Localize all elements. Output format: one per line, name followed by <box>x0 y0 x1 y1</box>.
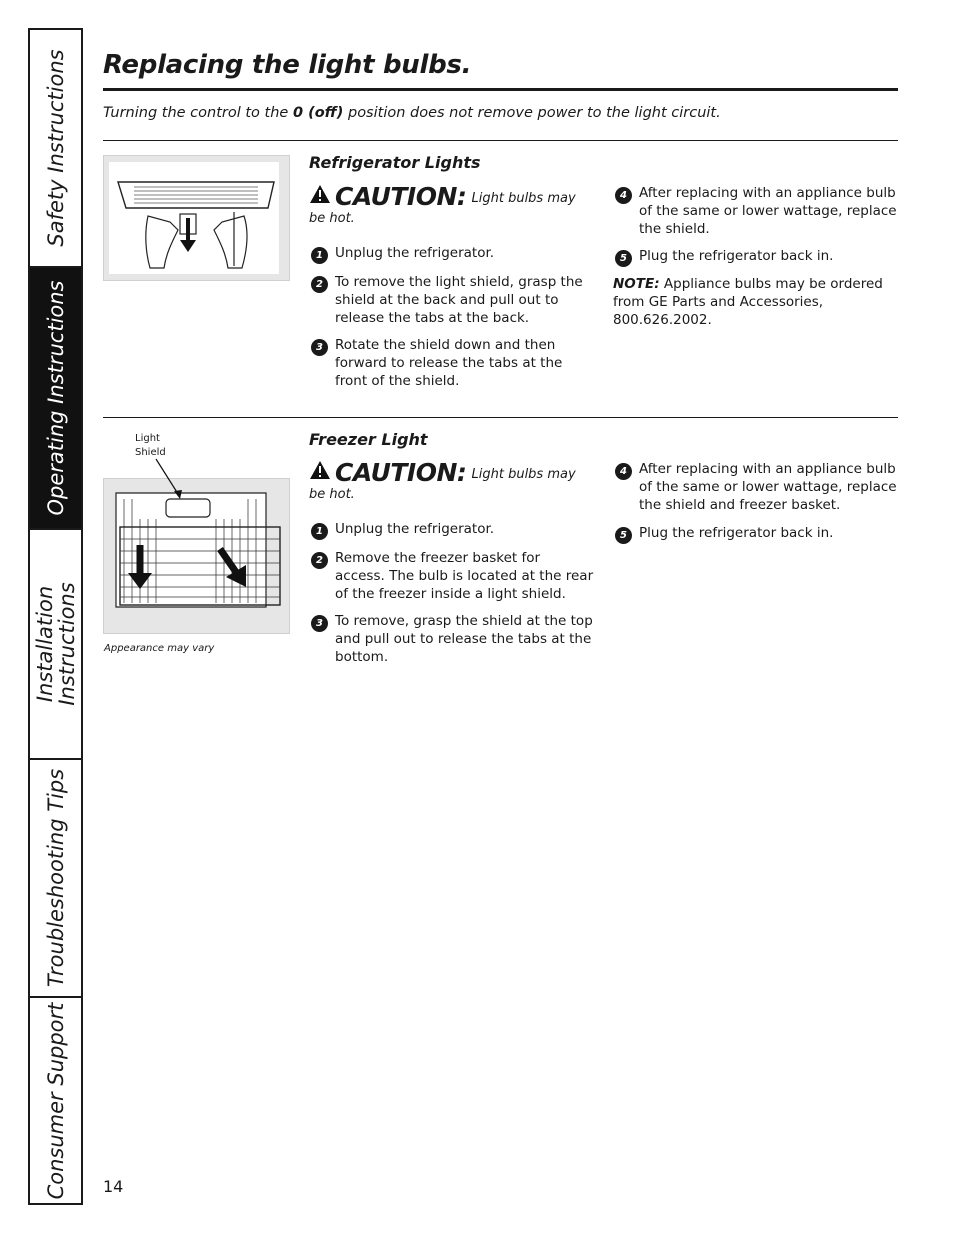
section-divider <box>103 140 898 141</box>
tab-consumer-support[interactable] <box>30 998 81 1203</box>
page-number: 14 <box>103 1177 124 1196</box>
callout-line2: Shield <box>135 447 166 458</box>
caution-text: Light bulbs may be hot. <box>309 191 576 226</box>
tab-label: Safety Instructions <box>43 49 68 247</box>
step-text: Plug the refrigerator back in. <box>639 248 834 264</box>
step-number-badge: 5 <box>615 527 632 544</box>
step-text: Unplug the refrigerator. <box>335 245 495 261</box>
parts-note <box>613 275 898 329</box>
warning-triangle-icon <box>309 460 331 480</box>
caution-label: CAUTION: <box>335 182 467 211</box>
callout-line1: Light <box>135 433 160 444</box>
refrigerator-step-3 <box>309 336 594 390</box>
freezer-step-1 <box>309 520 594 538</box>
freezer-step-2 <box>309 549 594 603</box>
tab-label <box>34 582 78 705</box>
caution-text: Light bulbs may be hot. <box>309 467 576 502</box>
step-number-badge: 1 <box>311 523 328 540</box>
tab-safety-instructions[interactable] <box>30 30 81 268</box>
refrigerator-step-2 <box>309 273 594 327</box>
page-title: Replacing the light bulbs. <box>103 50 472 80</box>
intro-text <box>103 105 721 121</box>
step-number-badge: 3 <box>311 615 328 632</box>
title-divider <box>103 88 898 91</box>
step-number-badge: 1 <box>311 247 328 264</box>
freezer-basket-drawing <box>104 479 289 633</box>
step-number-badge: 4 <box>615 463 632 480</box>
section-divider <box>103 417 898 418</box>
tab-installation-instructions[interactable] <box>30 530 81 760</box>
intro-text-before: Turning the control to the <box>103 105 293 121</box>
step-number-badge: 4 <box>615 187 632 204</box>
freezer-light-heading: Freezer Light <box>309 430 428 449</box>
step-text: Unplug the refrigerator. <box>335 521 495 537</box>
step-text: After replacing with an appliance bulb of the same or lower wattage, replace the shield. <box>639 185 897 237</box>
note-label: NOTE: <box>613 276 660 292</box>
caution-label: CAUTION: <box>335 458 467 487</box>
step-text: To remove the light shield, grasp the shield at the back and pull out to release the tabs at the back. <box>335 274 583 326</box>
refrigerator-light-illustration <box>103 155 290 281</box>
intro-text-bold: 0 (off) <box>292 105 344 121</box>
appearance-caption: Appearance may vary <box>104 643 215 654</box>
step-number-badge: 5 <box>615 250 632 267</box>
step-number-badge: 2 <box>311 552 328 569</box>
step-text: To remove, grasp the shield at the top and pull out to release the tabs at the bottom. <box>335 613 593 665</box>
tab-label-line2: Instructions <box>54 582 79 706</box>
refrigerator-step-1 <box>309 244 594 262</box>
tab-label: Consumer Support <box>43 1002 68 1199</box>
callout-arrow <box>150 455 190 505</box>
refrigerator-caution <box>309 184 589 228</box>
step-text: Rotate the shield down and then forward to release the tabs at the front of the shield. <box>335 337 563 389</box>
warning-triangle-icon <box>309 184 331 204</box>
step-number-badge: 3 <box>311 339 328 356</box>
intro-text-after: position does not remove power to the light circuit. <box>343 105 721 121</box>
section-tabs <box>28 28 83 1205</box>
freezer-step-5 <box>613 524 898 542</box>
freezer-step-3 <box>309 612 594 666</box>
step-number-badge: 2 <box>311 276 328 293</box>
refrigerator-lights-heading: Refrigerator Lights <box>309 153 481 172</box>
tab-operating-instructions[interactable] <box>30 268 81 530</box>
tab-label-line1: Installation <box>32 585 57 703</box>
shield-removal-drawing <box>104 156 289 280</box>
step-text: Remove the freezer basket for access. The bulb is located at the rear of the freezer inside a light shield. <box>335 550 594 602</box>
refrigerator-step-5 <box>613 247 898 265</box>
tab-troubleshooting-tips[interactable] <box>30 760 81 998</box>
refrigerator-step-4 <box>613 184 898 238</box>
note-text: Appliance bulbs may be ordered from GE Parts and Accessories, 800.626.2002. <box>613 276 883 328</box>
freezer-step-4 <box>613 460 898 514</box>
step-text: After replacing with an appliance bulb of the same or lower wattage, replace the shield and freezer basket. <box>639 461 897 513</box>
freezer-caution <box>309 460 589 504</box>
step-text: Plug the refrigerator back in. <box>639 525 834 541</box>
tab-label: Troubleshooting Tips <box>43 768 68 988</box>
freezer-light-illustration <box>103 478 290 634</box>
tab-label: Operating Instructions <box>43 280 68 516</box>
